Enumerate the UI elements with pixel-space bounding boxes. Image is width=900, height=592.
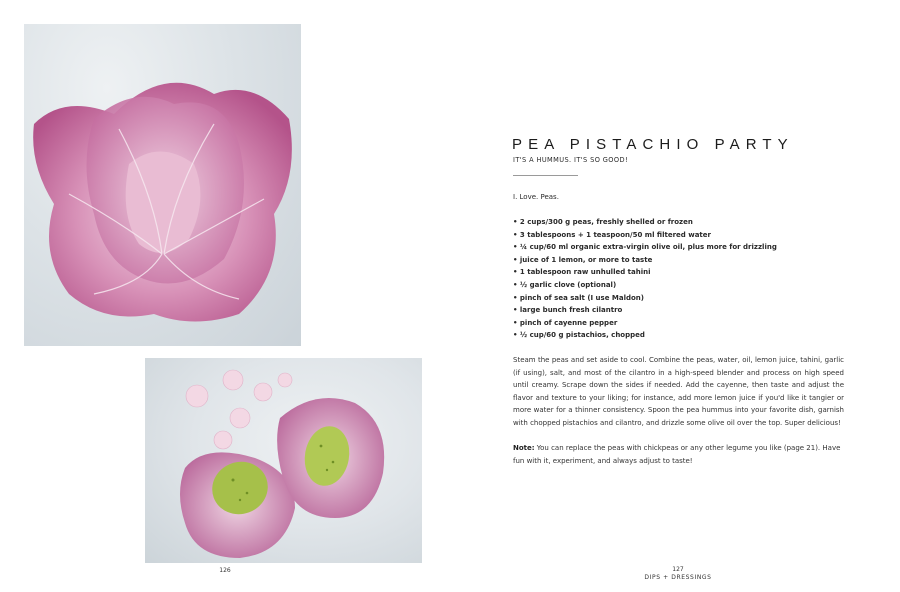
radicchio-photo [24,24,301,346]
recipe-subtitle: IT'S A HUMMUS. IT'S SO GOOD! [513,156,628,164]
recipe-title: PEA PISTACHIO PARTY [512,136,794,153]
ingredient-item: • pinch of cayenne pepper [513,318,618,327]
ingredient-item: • ½ garlic clove (optional) [513,280,617,289]
ingredient-item: • large bunch fresh cilantro [513,306,623,315]
recipe-method: Steam the peas and set aside to cool. Combine the peas, water, oil, lemon juice, tahini, garlic (if using), salt, and most of the cilantro in a high-speed blender and process on high speed until creamy. Scrape down the sides if needed. Add the cayenne, then taste and adjust the flavor and texture to your liking; for instance, add more lemon juice if you'd like it tangier or more water for a thinner consistency. Spoon the pea hummus into your favorite dish, garnish with chopped pistachios and cilantro, and drizzle some olive oil over the top. Super delicious! [513,356,844,427]
title-divider [513,175,578,176]
ingredient-item: • ¼ cup/60 ml organic extra-virgin olive oil, plus more for drizzling [513,243,777,252]
recipe-intro: I. Love. Peas. [513,193,559,201]
page-number-left: 126 [219,567,231,574]
ingredient-item: • ½ cup/60 g pistachios, chopped [513,331,645,340]
note-label: Note: [513,444,535,452]
hummus-photo [145,358,422,563]
ingredient-list [513,216,777,342]
page-footer-right [640,566,716,582]
ingredient-item: • juice of 1 lemon, or more to taste [513,255,653,264]
note-text: You can replace the peas with chickpeas or any other legume you like (page 21). Have fun with it, experiment, and always adjust to taste! [513,444,841,465]
ingredient-item: • 3 tablespoons + 1 teaspoon/50 ml filtered water [513,230,711,239]
page-number-right: 127 [672,566,684,573]
ingredient-item: • 2 cups/300 g peas, freshly shelled or frozen [513,218,693,226]
ingredient-item: • pinch of sea salt (I use Maldon) [513,293,644,302]
section-name: DIPS + DRESSINGS [644,574,712,581]
recipe-note [513,442,844,467]
ingredient-item: • 1 tablespoon raw unhulled tahini [513,268,651,277]
